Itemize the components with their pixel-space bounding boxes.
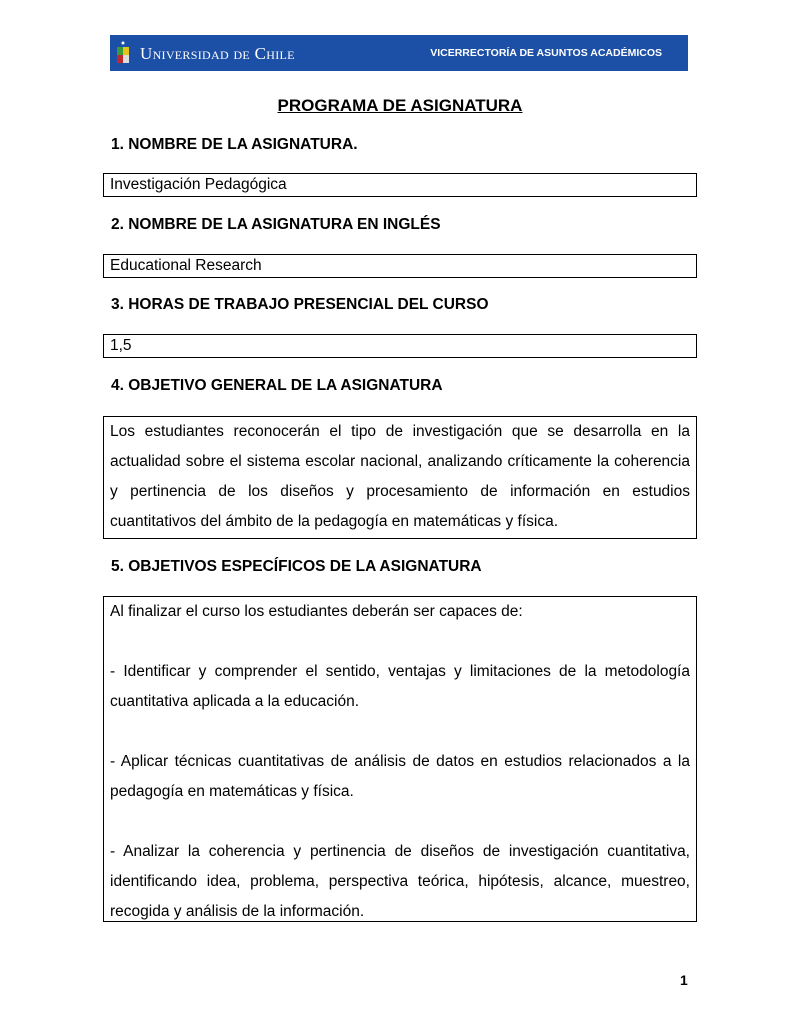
section-heading-2: 2. NOMBRE DE LA ASIGNATURA EN INGLÉS — [111, 216, 441, 233]
section-heading-3: 3. HORAS DE TRABAJO PRESENCIAL DEL CURSO — [111, 296, 489, 313]
university-crest-icon — [116, 40, 130, 66]
specific-objectives-box — [103, 596, 697, 922]
objective-item: - Analizar la coherencia y pertinencia de diseños de investigación cuantitativa, identificando idea, problema, perspectiva teórica, hipótesis, alcance, muestreo, recogida y análisis de la información. — [110, 843, 690, 920]
header-banner — [110, 35, 688, 71]
page-number: 1 — [680, 972, 688, 988]
course-name-english-box: Educational Research — [103, 254, 697, 278]
general-objective-box — [103, 416, 697, 539]
objective-item: - Identificar y comprender el sentido, ventajas y limitaciones de la metodología cuantitativa aplicada a la educación. — [110, 663, 690, 710]
objectives-intro: Al finalizar el curso los estudiantes deberán ser capaces de: — [110, 603, 523, 620]
course-name-box: Investigación Pedagógica — [103, 173, 697, 197]
general-objective-text: Los estudiantes reconocerán el tipo de investigación que se desarrolla en la actualidad sobre el sistema escolar nacional, analizando críticamente la coherencia y pertinencia de los diseños y procesamiento de información en estudios cuantitativos del ámbito de la pedagogía en matemáticas y física. — [110, 423, 690, 530]
section-heading-1: 1. NOMBRE DE LA ASIGNATURA. — [111, 136, 358, 153]
section-heading-5: 5. OBJETIVOS ESPECÍFICOS DE LA ASIGNATURA — [111, 558, 482, 575]
university-name: Universidad de Chile — [140, 44, 295, 63]
page-title: PROGRAMA DE ASIGNATURA — [277, 96, 523, 115]
office-name: VICERRECTORÍA DE ASUNTOS ACADÉMICOS — [430, 47, 662, 59]
objective-item: - Aplicar técnicas cuantitativas de análisis de datos en estudios relacionados a la pedagogía en matemáticas y física. — [110, 753, 690, 800]
section-heading-4: 4. OBJETIVO GENERAL DE LA ASIGNATURA — [111, 377, 443, 394]
hours-box: 1,5 — [103, 334, 697, 358]
